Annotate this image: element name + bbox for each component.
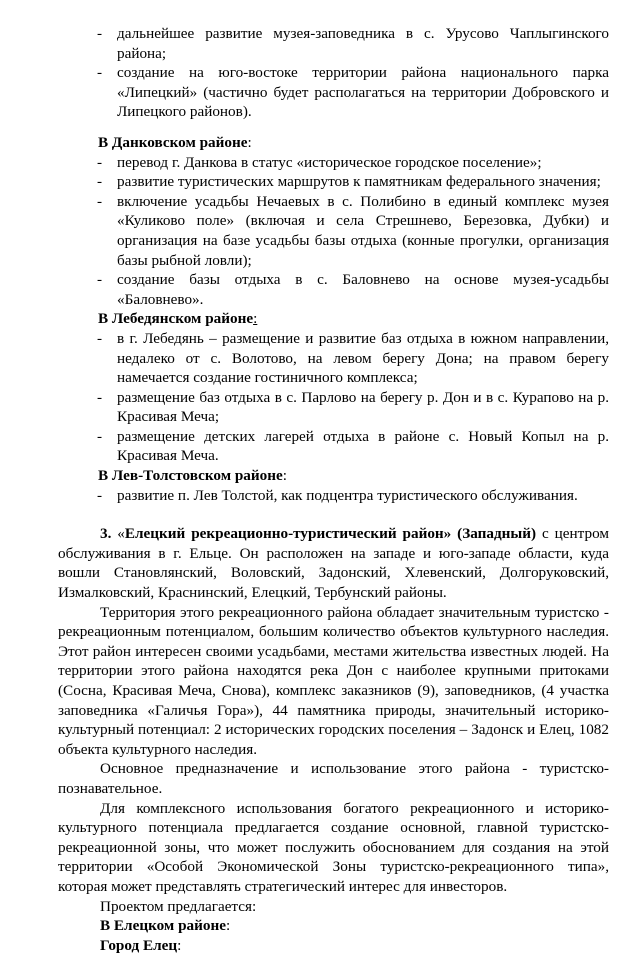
list-item-text: перевод г. Данкова в статус «историческое городское поселение»; [117, 153, 542, 171]
lebedyan-heading [0, 309, 640, 329]
list-item-text: развитие п. Лев Толстой, как подцентра туристического обслуживания. [117, 486, 578, 504]
top-list [0, 24, 640, 122]
yelets-city-heading [0, 936, 640, 955]
list-item-text: дальнейшее развитие музея-заповедника в с. Урусово Чаплыгинского района; [117, 25, 609, 62]
section-3-intro [0, 524, 640, 602]
levtolstoy-heading [0, 466, 640, 486]
paragraph: Территория этого рекреационного района обладает значительным туристско - рекреационным потенциалом, большим количество объектов культурного наследия. Этот район интересен своими усадьбами, местами жительства известных людей. На территории этого района находятся река Дон с наиболее крупными притоками (Сосна, Красивая Меча, Снова), комплекс заказников (9), заповедников, (4 участка заповедника «Галичья Гора»), 44 памятника природы, значительный историко-культурный потенциал: 2 исторических городских поселения – Задонск и Елец, 1082 объекта культурного наследия. [58, 603, 609, 758]
bullet-dash: - [97, 388, 103, 406]
list-item-text: в г. Лебедянь – размещение и развитие баз отдыха в южном направлении, недалеко от с. Волотово, на левом берегу Дона; на правом берегу намечается создание гостиничного комплекса; [117, 329, 609, 387]
bullet-dash: - [97, 271, 103, 289]
list-item-text: включение усадьбы Нечаевых в с. Полибино в единый комплекс музея «Куликово поле» (включая и села Стрешнево, Березовка, Дубки) и организация на базе усадьбы базы отдыха (конные прогулки, организация базы рыбной ловли); [117, 192, 609, 269]
dankov-heading-text: В Данковском районе [98, 133, 248, 151]
bullet-dash: - [97, 329, 103, 347]
heading-colon: : [225, 917, 231, 935]
city-heading-text: Город Елец [100, 936, 178, 954]
list-item [0, 153, 640, 173]
bullet-dash: - [97, 25, 103, 42]
proposed-line: Проектом предлагается: [100, 897, 257, 915]
bullet-dash: - [97, 64, 103, 82]
yelets-heading-text: В Елецком районе [100, 917, 226, 935]
lebedyan-list [0, 329, 640, 466]
levtolstoy-list [0, 486, 640, 506]
section-title: Елецкий рекреационно-туристический район» (Западный) [124, 525, 537, 543]
list-item-text: создание базы отдыха в с. Баловнево на основе музея-усадьбы «Баловнево». [117, 271, 609, 308]
list-item [0, 388, 640, 427]
list-item-text: развитие туристических маршрутов к памятникам федерального значения; [117, 173, 601, 191]
paragraph: Для комплексного использования богатого рекреационного и историко-культурного потенциала предлагается создание основной, главной туристско-рекреационной зоны, что может послужить обоснованием для создания на этой территории «Особой Экономической Зоны туристско-рекреационного типа», которая может представлять стратегический интерес для инвесторов. [58, 799, 609, 895]
bullet-dash: - [97, 427, 103, 445]
section-number: 3. [100, 525, 112, 543]
section-intro-text: с центром обслуживания в г. Ельце. Он расположен на западе и юго-западе области, куда вошли Становлянский, Воловский, Задонский, Хлевенский, Долгоруковский, Измалковский, Краснинский, Елецкий, Тербунский районы. [58, 525, 609, 602]
bullet-dash: - [97, 192, 103, 210]
yelets-district-heading [0, 916, 640, 936]
list-item [0, 63, 640, 122]
list-item [0, 192, 640, 270]
quote-open: « [117, 525, 125, 543]
levtolstoy-heading-text: В Лев-Толстовском районе [98, 467, 283, 485]
document-page [0, 24, 640, 955]
list-item [0, 427, 640, 466]
heading-colon: : [253, 310, 258, 328]
list-item-text: размещение детских лагерей отдыха в районе с. Новый Копыл на р. Красивая Меча. [117, 427, 609, 465]
lebedyan-heading-text: В Лебедянском районе [98, 310, 254, 328]
list-item [0, 24, 640, 63]
bullet-dash: - [97, 173, 103, 191]
list-item [0, 486, 640, 506]
list-item [0, 270, 640, 309]
bullet-dash: - [97, 486, 103, 504]
list-item [0, 172, 640, 192]
heading-colon: : [282, 467, 287, 485]
bullet-dash: - [97, 153, 103, 171]
dankov-heading [0, 133, 640, 153]
heading-colon: : [247, 133, 252, 151]
dankov-list [0, 153, 640, 310]
list-item-text: размещение баз отдыха в с. Парлово на берегу р. Дон и в с. Курапово на р. Красивая Меча; [117, 388, 609, 426]
paragraph: Основное предназначение и использование этого района - туристско-познавательное. [58, 760, 609, 797]
list-item [0, 329, 640, 388]
heading-colon: : [177, 936, 182, 954]
list-item-text: создание на юго-востоке территории района национального парка «Липецкий» (частично будет располагаться на территории Добровского и Липецкого районов). [117, 64, 609, 121]
